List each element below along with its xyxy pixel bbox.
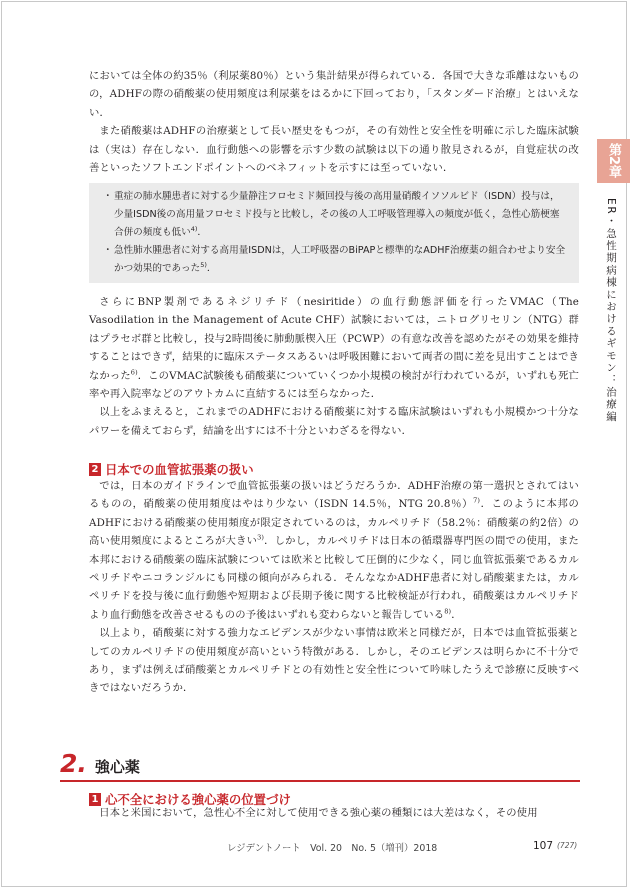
section-title: 心不全における強心薬の位置づけ	[105, 792, 291, 807]
body-last	[89, 804, 579, 822]
chapter-title: 強心薬	[94, 758, 140, 776]
sentence-end: ．	[206, 263, 217, 274]
body-middle	[89, 293, 579, 440]
paragraph-continued: においては全体の約35％（利尿薬80％）という集計結果が得られている．各国で大きな乖離はないものの，ADHFの際の硝酸薬の使用頻度は利尿薬をはるかに下回っており，「スタンダード治療」とはいえない．	[89, 70, 579, 119]
citation-ref: 7)	[473, 496, 481, 505]
paragraph-conclusion: 以上より，硝酸薬に対する強力なエビデンスが少ない事情は欧米と同様だが，日本では血管拡張薬としてのカルペリチドの使用頻度が高いという特徴がある．しかし，そのエビデンスは明らかに不十分であり，まずは例えば硝酸薬とカルペリチドとの有効性と安全性について吟味したうえで診療に反映すべきではないだろうか．	[89, 627, 579, 695]
citation-ref: 5)	[200, 260, 207, 269]
bullet-glyph: ・	[103, 245, 113, 256]
paragraph-history: また硝酸薬はADHFの治療薬として長い歴史をもつが，その有効性と安全性を明確に示した臨床試験は（実は）存在しない．血行動態への影響を示す少数の試験は以下の通り散見されるが，自覚症状の改善といったソフトエンドポイントへのベネフィットを示すには至っていない．	[89, 125, 579, 175]
citation-ref: 6)	[130, 368, 138, 377]
evidence-text-1: 重症の肺水腫患者に対する少量静注フロセミド頻回投与後の高用量硝酸イソソルビド（ISDN）投与は，少量ISDN後の高用量フロセミド投与と比較し，その後の人工呼吸管理導入の頻度が低く，急性心筋梗塞合併の頻度も低い	[114, 191, 560, 238]
paragraph-summary: 以上をふまえると，これまでのADHFにおける硝酸薬に対する臨床試験はいずれも小規模かつ十分なパワーを備えておらず，結論を出すには不十分といわざるを得ない．	[89, 406, 579, 437]
japan-text-a: では，日本のガイドラインで血管拡張薬の扱いはどうだろうか．ADHF治療の第一選択とされてはいるものの，硝酸薬の使用頻度はやはり少ない（ISDN 14.5％，NTG 20.8％）	[89, 480, 579, 511]
section-heading-japan	[89, 460, 254, 478]
journal-name: レジデントノート Vol. 20 No. 5（増刊）2018	[227, 843, 438, 854]
vmac-text-a: さらにBNP製剤であるネジリチド（nesiritide）の血行動態評価を行ったVMAC（The Vasodilation in the Management of Acute CHF）試験においては，ニトログリセリン（NTG）群はプラセボ群と比較し，投与2時間後に肺動脈楔入圧（PCWP）の有意な改善を認めたがその効果を維持することはできず，結果的に臨床ステータスあるいは呼吸困難において両者の間に差を見出すことはできなかった	[89, 296, 579, 382]
chapter-side-title: ER・急性期病棟におけるギモン：治療編	[605, 198, 617, 423]
section-title: 日本での血管拡張薬の扱い	[105, 462, 254, 477]
paragraph-vmac	[89, 293, 579, 403]
evidence-box	[89, 183, 579, 283]
paragraph-last: 日本と米国において，急性心不全に対して使用できる強心薬の種類には大差はなく，その使用	[99, 807, 538, 819]
paragraph-japan	[89, 477, 579, 624]
citation-ref: 8)	[444, 607, 452, 616]
japan-text-d: ．	[451, 608, 462, 621]
chapter-side-tab	[597, 139, 630, 183]
chapter-heading	[60, 749, 140, 778]
section-number-badge: 1	[89, 793, 101, 806]
japan-text-b: ．このように本邦のADHFにおける硝酸薬の使用頻度が限定されているのは，カルペリチド（58.2％：硝酸薬の約2倍）の高い使用頻度によるところが大きい	[89, 498, 579, 548]
sentence-end: ．	[197, 227, 208, 238]
chapter-underline	[60, 780, 580, 782]
evidence-text-2: 急性肺水腫患者に対する高用量ISDNは，人工呼吸器のBiPAPと標準的なADHF治療薬の組合わせより安全かつ効果的であった	[114, 245, 566, 274]
evidence-item-2	[103, 242, 567, 278]
page-number-total: (727)	[557, 841, 578, 850]
vmac-text-b: ．このVMAC試験後も硝酸薬についていくつか小規模の検討が行われているが，いずれも死亡率や再入院率などのアウトカムに直結するには至らなかった．	[89, 369, 579, 401]
body-japan	[89, 477, 579, 698]
chapter-tab-label: 第2章	[606, 143, 621, 179]
bullet-glyph: ・	[103, 191, 113, 202]
chapter-number: 2.	[60, 749, 87, 778]
evidence-item-1	[103, 188, 567, 242]
citation-ref: 3)	[257, 533, 265, 542]
japan-text-c: ．しかし，カルペリチドは日本の循環器専門医の間での使用，また本邦における硝酸薬の臨床試験については欧米と比較して圧倒的に少なく，同じ血管拡張薬であるカルペリチドやニコランジルにも同様の傾向がみられる．そんななかADHF患者に対し硝酸薬または，カルペリチドを投与後に血行動態や短期および長期予後に関する比較検証が行われ，硝酸薬はカルペリチドより血行動態を改善させるものの予後はいずれも変わらないと報告している	[89, 535, 579, 621]
body-top	[89, 67, 579, 177]
page-number: 107	[533, 840, 554, 852]
section-number-badge: 2	[89, 463, 101, 476]
citation-ref: 4)	[190, 224, 198, 233]
